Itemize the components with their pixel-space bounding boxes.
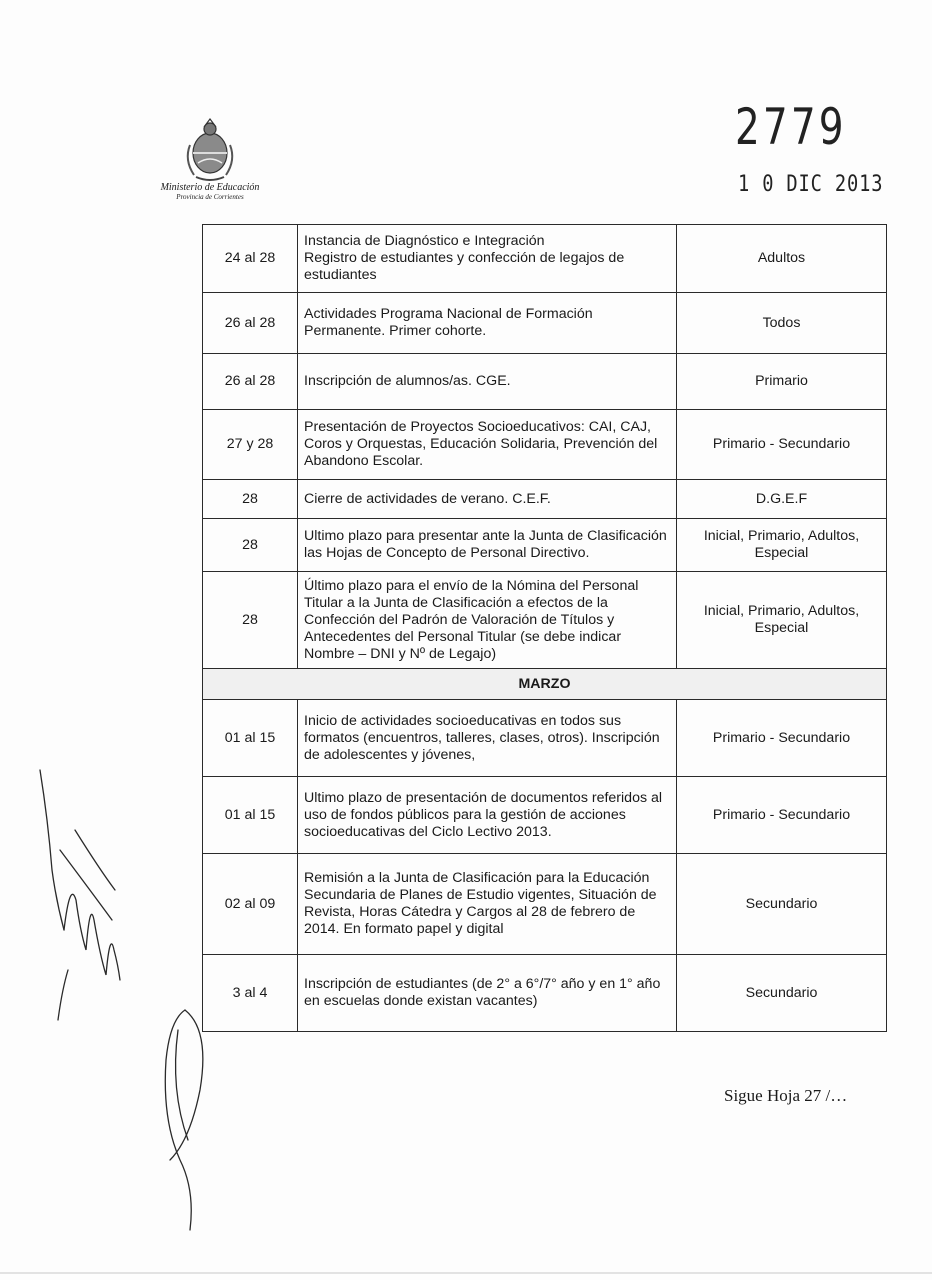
table-row — [203, 225, 887, 293]
handwritten-signature — [20, 760, 220, 1250]
date-cell: 3 al 4 — [203, 955, 298, 1032]
table-row — [203, 854, 887, 955]
date-cell: 28 — [203, 572, 298, 669]
ministry-heading — [125, 183, 295, 201]
date-cell: 02 al 09 — [203, 854, 298, 955]
table-row — [203, 777, 887, 854]
ministry-name: Ministerio de Educación — [160, 182, 260, 193]
table-row — [203, 700, 887, 777]
activity-cell: Inscripción de estudiantes (de 2° a 6°/7° año y en 1° año en escuelas donde existan vacantes) — [298, 955, 677, 1032]
date-cell: 26 al 28 — [203, 354, 298, 410]
province-name: Provincia de Corrientes — [176, 192, 244, 201]
level-cell: Inicial, Primario, Adultos, Especial — [677, 519, 887, 572]
table-row — [203, 293, 887, 354]
month-header-row — [203, 669, 887, 700]
level-cell: Primario - Secundario — [677, 410, 887, 480]
date-cell: 27 y 28 — [203, 410, 298, 480]
level-cell: Primario — [677, 354, 887, 410]
level-cell: Primario - Secundario — [677, 777, 887, 854]
activity-cell: Cierre de actividades de verano. C.E.F. — [298, 480, 677, 519]
table-row — [203, 480, 887, 519]
level-cell: Primario - Secundario — [677, 700, 887, 777]
activity-cell: Remisión a la Junta de Clasificación para la Educación Secundaria de Planes de Estudio vigentes, Situación de Revista, Horas Cátedra y Cargos al 28 de febrero de 2014. En formato papel y digital — [298, 854, 677, 955]
activity-cell: Actividades Programa Nacional de Formación Permanente. Primer cohorte. — [298, 293, 677, 354]
date-cell: 26 al 28 — [203, 293, 298, 354]
level-cell: Todos — [677, 293, 887, 354]
level-cell: Secundario — [677, 854, 887, 955]
level-cell: D.G.E.F — [677, 480, 887, 519]
schedule-table — [202, 224, 887, 1032]
date-cell: 28 — [203, 519, 298, 572]
stamp-date: 1 0 DIC 2013 — [738, 172, 884, 197]
resolution-number: 2779 — [735, 98, 847, 156]
table-row — [203, 519, 887, 572]
level-cell: Adultos — [677, 225, 887, 293]
level-cell: Inicial, Primario, Adultos, Especial — [677, 572, 887, 669]
table-row — [203, 572, 887, 669]
level-cell: Secundario — [677, 955, 887, 1032]
date-cell: 01 al 15 — [203, 777, 298, 854]
table-row — [203, 410, 887, 480]
activity-cell: Inicio de actividades socioeducativas en todos sus formatos (encuentros, talleres, clases, otros). Inscripción de adolescentes y jóvenes, — [298, 700, 677, 777]
activity-text: Instancia de Diagnóstico e Integración Registro de estudiantes y confección de legajos de estudiantes — [304, 233, 625, 283]
activity-cell: Ultimo plazo de presentación de documentos referidos al uso de fondos públicos para la gestión de acciones socioeducativas del Ciclo Lectivo 2013. — [298, 777, 677, 854]
activity-cell: Inscripción de alumnos/as. CGE. — [298, 354, 677, 410]
date-cell: 01 al 15 — [203, 700, 298, 777]
page-edge-divider — [0, 1272, 932, 1274]
month-label: MARZO — [203, 669, 887, 700]
activity-cell: Ultimo plazo para presentar ante la Junta de Clasificación las Hojas de Concepto de Personal Directivo. — [298, 519, 677, 572]
table-row — [203, 354, 887, 410]
activity-cell: Último plazo para el envío de la Nómina del Personal Titular a la Junta de Clasificación a efectos de la Confección del Padrón de Valoración de Títulos y Antecedentes del Personal Titular (se debe indicar Nombre – DNI y Nº de Legajo) — [298, 572, 677, 669]
activity-cell: Presentación de Proyectos Socioeducativos: CAI, CAJ, Coros y Orquestas, Educación Solidaria, Prevención del Abandono Escolar. — [298, 410, 677, 480]
date-cell: 28 — [203, 480, 298, 519]
table-row — [203, 955, 887, 1032]
continuation-note: Sigue Hoja 27 /… — [724, 1086, 848, 1105]
coat-of-arms-icon — [180, 115, 240, 185]
activity-cell — [298, 225, 677, 293]
date-cell: 24 al 28 — [203, 225, 298, 293]
